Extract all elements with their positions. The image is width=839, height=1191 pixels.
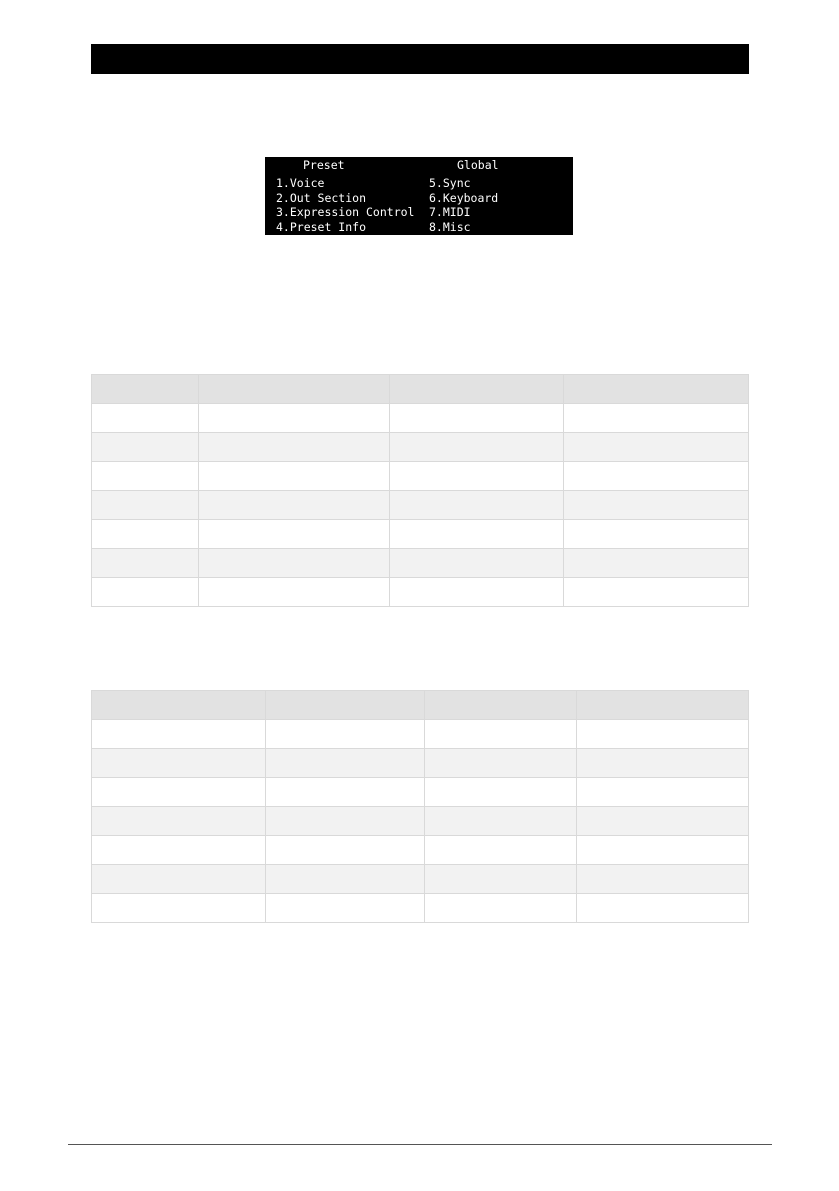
- table-cell: [425, 894, 577, 923]
- table-cell: [390, 520, 564, 549]
- table-cell: [390, 404, 564, 433]
- table-row: [92, 836, 749, 865]
- menu-item-expression-control: 3.Expression Control: [276, 205, 415, 219]
- table-cell: [425, 720, 577, 749]
- table-cell: [564, 433, 749, 462]
- table-cell: [92, 549, 199, 578]
- column-header: [92, 691, 266, 720]
- table-cell: [390, 491, 564, 520]
- table-cell: [564, 520, 749, 549]
- table-cell: [564, 549, 749, 578]
- global-heading: Global: [457, 158, 499, 172]
- table-header-row: [92, 691, 749, 720]
- table-cell: [92, 578, 199, 607]
- table-cell: [92, 491, 199, 520]
- table-cell: [577, 807, 749, 836]
- table-cell: [199, 520, 390, 549]
- table-cell: [266, 720, 425, 749]
- table-row: [92, 433, 749, 462]
- table-cell: [92, 404, 199, 433]
- table-cell: [92, 836, 266, 865]
- table-row: [92, 404, 749, 433]
- table-cell: [92, 520, 199, 549]
- table-cell: [92, 894, 266, 923]
- column-header: [199, 375, 390, 404]
- parameter-table-2: [91, 690, 749, 923]
- table-cell: [92, 433, 199, 462]
- table-cell: [564, 462, 749, 491]
- table-cell: [266, 894, 425, 923]
- table-cell: [266, 778, 425, 807]
- table-cell: [266, 865, 425, 894]
- table-cell: [577, 778, 749, 807]
- preset-heading: Preset: [303, 158, 345, 172]
- menu-item-out-section: 2.Out Section: [276, 190, 367, 205]
- column-header: [564, 375, 749, 404]
- table-cell: [425, 749, 577, 778]
- table-row: [92, 894, 749, 923]
- section-header-bar: [91, 44, 749, 74]
- table-cell: [199, 433, 390, 462]
- table-cell: [390, 462, 564, 491]
- global-menu-list: [429, 176, 498, 234]
- menu-item-voice: 1.Voice: [276, 176, 325, 190]
- table-row: [92, 720, 749, 749]
- table-row: [92, 807, 749, 836]
- parameter-table-1: [91, 374, 749, 607]
- table-cell: [425, 778, 577, 807]
- table-cell: [199, 491, 390, 520]
- table-row: [92, 778, 749, 807]
- table-cell: [266, 749, 425, 778]
- table-cell: [390, 578, 564, 607]
- table-cell: [266, 807, 425, 836]
- column-header: [266, 691, 425, 720]
- table-row: [92, 491, 749, 520]
- table-cell: [199, 578, 390, 607]
- table-row: [92, 865, 749, 894]
- preset-menu-list: [276, 176, 414, 234]
- table-cell: [92, 749, 266, 778]
- table-cell: [199, 549, 390, 578]
- column-header: [92, 375, 199, 404]
- table-cell: [92, 778, 266, 807]
- column-header: [390, 375, 564, 404]
- table-cell: [390, 549, 564, 578]
- menu-item-keyboard: 6.Keyboard: [429, 190, 499, 205]
- table-cell: [92, 720, 266, 749]
- column-header: [425, 691, 577, 720]
- lcd-menu-screen: [265, 157, 573, 235]
- table-cell: [577, 894, 749, 923]
- table-row: [92, 549, 749, 578]
- table-cell: [577, 865, 749, 894]
- table-cell: [92, 462, 199, 491]
- table-cell: [577, 749, 749, 778]
- table-row: [92, 578, 749, 607]
- menu-item-misc: 8.Misc: [429, 219, 471, 234]
- table-cell: [199, 404, 390, 433]
- table-cell: [564, 491, 749, 520]
- table-cell: [390, 433, 564, 462]
- table-cell: [577, 720, 749, 749]
- table-cell: [564, 578, 749, 607]
- table-header-row: [92, 375, 749, 404]
- table-row: [92, 749, 749, 778]
- table-cell: [425, 836, 577, 865]
- menu-item-preset-info: 4.Preset Info: [276, 219, 367, 234]
- table-row: [92, 520, 749, 549]
- menu-item-midi: 7.MIDI: [429, 205, 471, 219]
- table-row: [92, 462, 749, 491]
- table-cell: [577, 836, 749, 865]
- table-cell: [564, 404, 749, 433]
- column-header: [577, 691, 749, 720]
- footer-divider: [68, 1144, 772, 1145]
- table-cell: [266, 836, 425, 865]
- table-cell: [92, 865, 266, 894]
- table-cell: [199, 462, 390, 491]
- table-cell: [425, 865, 577, 894]
- table-cell: [92, 807, 266, 836]
- table-cell: [425, 807, 577, 836]
- menu-item-sync: 5.Sync: [429, 176, 471, 190]
